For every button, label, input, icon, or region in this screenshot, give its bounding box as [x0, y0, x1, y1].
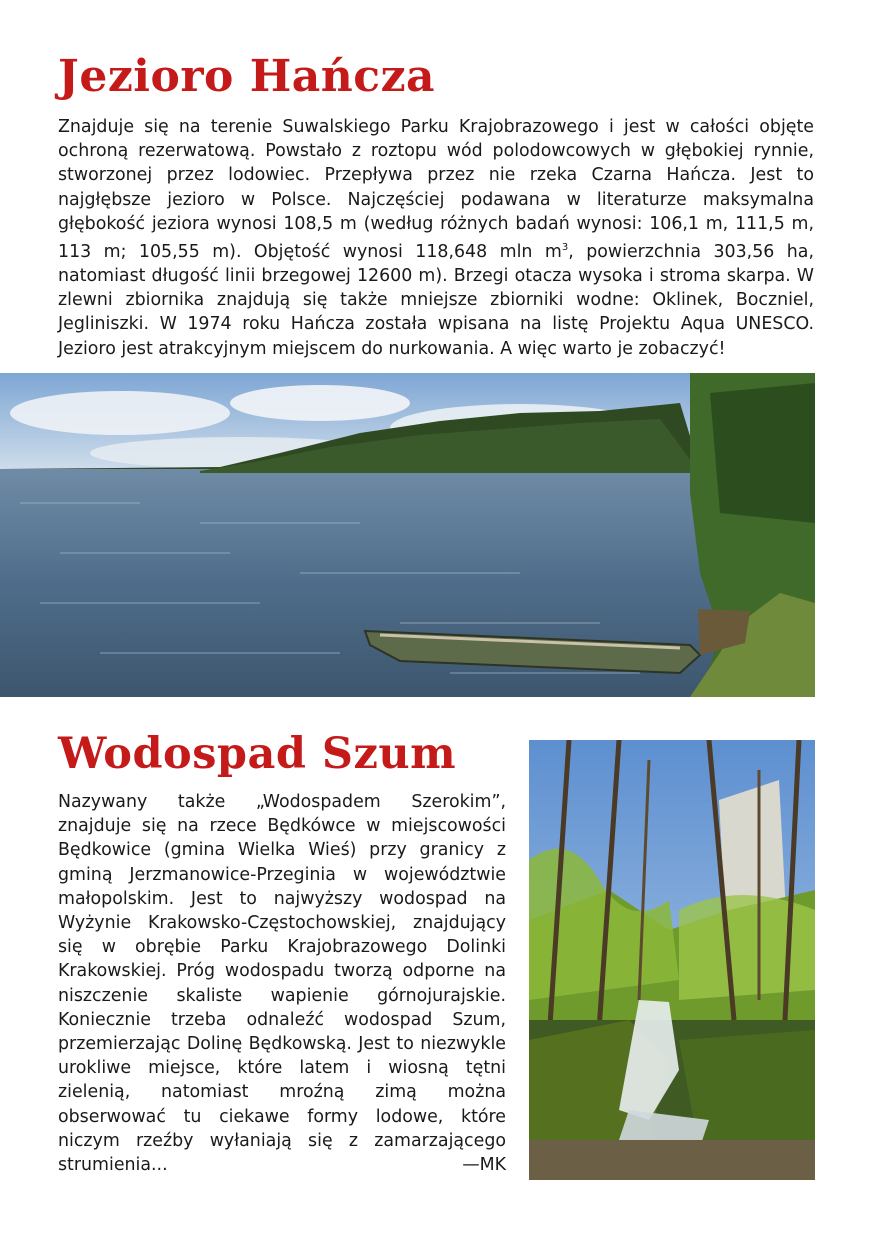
superscript-cubic: 3: [561, 242, 569, 254]
lake-photo: [0, 373, 815, 697]
body-text: Nazywany także „Wodospadem Szerokim”, znajduje się na rzece Będkówce w miejscowości Będkowice (gmina Wielka Wieś) przy granicy z gminą Jerzmanowice-Przeginia w województwie małopolskim. Jest to najwyższy wodospad na Wyżynie Krakowsko-Częstochowskiej, znajdujący się w obrębie Parku Krajobrazowego Dolinki Krakowskiej. Próg wodospadu tworzą odporne na niszczenie skaliste wapienie górnojurajskie. Koniecznie trzeba odnaleźć wodospad Szum, przemierzając Dolinę Będkowską. Jest to niezwykle urokliwe miejsce, które latem i wiosną tętni zielenią, natomiast mroźną zimą można obserwować tu ciekawe formy lodowe, które niczym rzeźby wyłaniają się z zamarzającego strumienia...: [58, 792, 506, 1176]
waterfall-photo: [529, 740, 815, 1180]
section-title-jezioro-hancza: Jezioro Hańcza: [58, 51, 436, 102]
author-signature: —MK: [462, 1155, 506, 1176]
section-body-jezioro-hancza: [58, 115, 814, 361]
body-text-part-1: Znajduje się na terenie Suwalskiego Parku Krajobrazowego i jest w całości objęte ochroną rezerwatową. Powstało z roztopu wód polodowcowych w głębokiej rynnie, stworzonej przez lodowiec. Przepływa przez nie rzeka Czarna Hańcza. Jest to najgłębsze jezioro w Polsce. Najczęściej podawana w literaturze maksymalna głębokość jeziora wynosi 108,5 m (według różnych badań wynosi: 106,1 m, 111,5 m, 113 m; 105,55 m). Objętość wynosi 118,648 mln m: [58, 117, 814, 262]
body-text-part-2: , powierzchnia 303,56 ha, natomiast długość linii brzegowej 12600 m). Brzegi otacza wysoka i stroma skarpa. W zlewni zbiornika znajdują się także mniejsze zbiorniki wodne: Oklinek, Boczniel, Jegliniszki. W 1974 roku Hańcza została wpisana na listę Projektu Aqua UNESCO. Jezioro jest atrakcyjnym miejscem do nurkowania. A więc warto je zobaczyć!: [58, 241, 814, 359]
section-body-wodospad-szum: [58, 790, 506, 1177]
section-title-wodospad-szum: Wodospad Szum: [58, 729, 457, 779]
